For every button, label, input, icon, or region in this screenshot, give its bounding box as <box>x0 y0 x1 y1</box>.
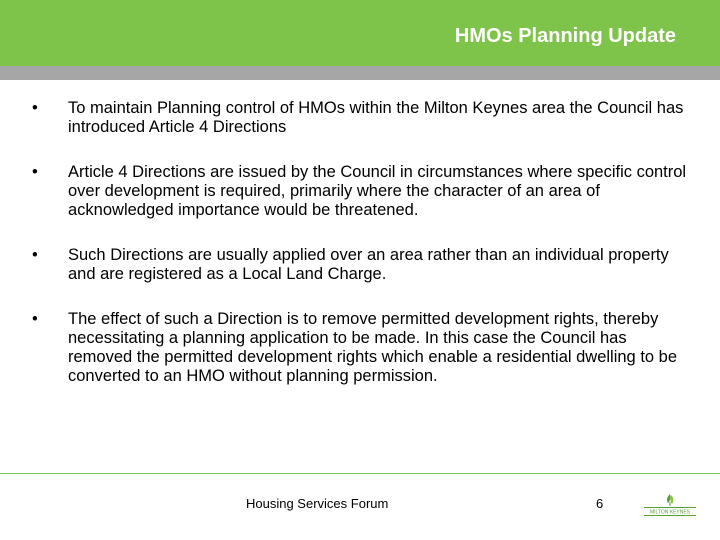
bullet-item <box>30 163 690 220</box>
bullet-text: The effect of such a Direction is to remove permitted development rights, thereby necessitating a planning application to be made. In this case the Council has removed the permitted development rights which enable a residential dwelling to be converted to an HMO without planning permission. <box>68 310 678 385</box>
bullet-list <box>30 99 690 412</box>
bullet-text: To maintain Planning control of HMOs within the Milton Keynes area the Council has introduced Article 4 Directions <box>68 99 684 136</box>
header-divider <box>0 66 720 80</box>
bullet-icon: • <box>32 310 38 328</box>
slide-title: HMOs Planning Update <box>454 25 676 47</box>
bullet-text: Such Directions are usually applied over an area rather than an individual property and are registered as a Local Land Charge. <box>68 246 669 283</box>
bullet-item <box>30 310 690 386</box>
bullet-text: Article 4 Directions are issued by the Council in circumstances where specific control over development is required, primarily where the character of an area of acknowledged importance would be threatened. <box>68 163 687 219</box>
footer-label: Housing Services Forum <box>246 496 389 511</box>
bullet-item <box>30 99 690 137</box>
bullet-item <box>30 246 690 284</box>
header-bar <box>0 0 720 66</box>
footer-divider <box>0 473 720 474</box>
page-number: 6 <box>596 496 604 511</box>
bullet-icon: • <box>32 163 38 181</box>
milton-keynes-logo-icon <box>640 492 700 518</box>
bullet-icon: • <box>32 99 38 117</box>
logo-text: MILTON KEYNES <box>649 509 691 516</box>
bullet-icon: • <box>32 246 38 264</box>
